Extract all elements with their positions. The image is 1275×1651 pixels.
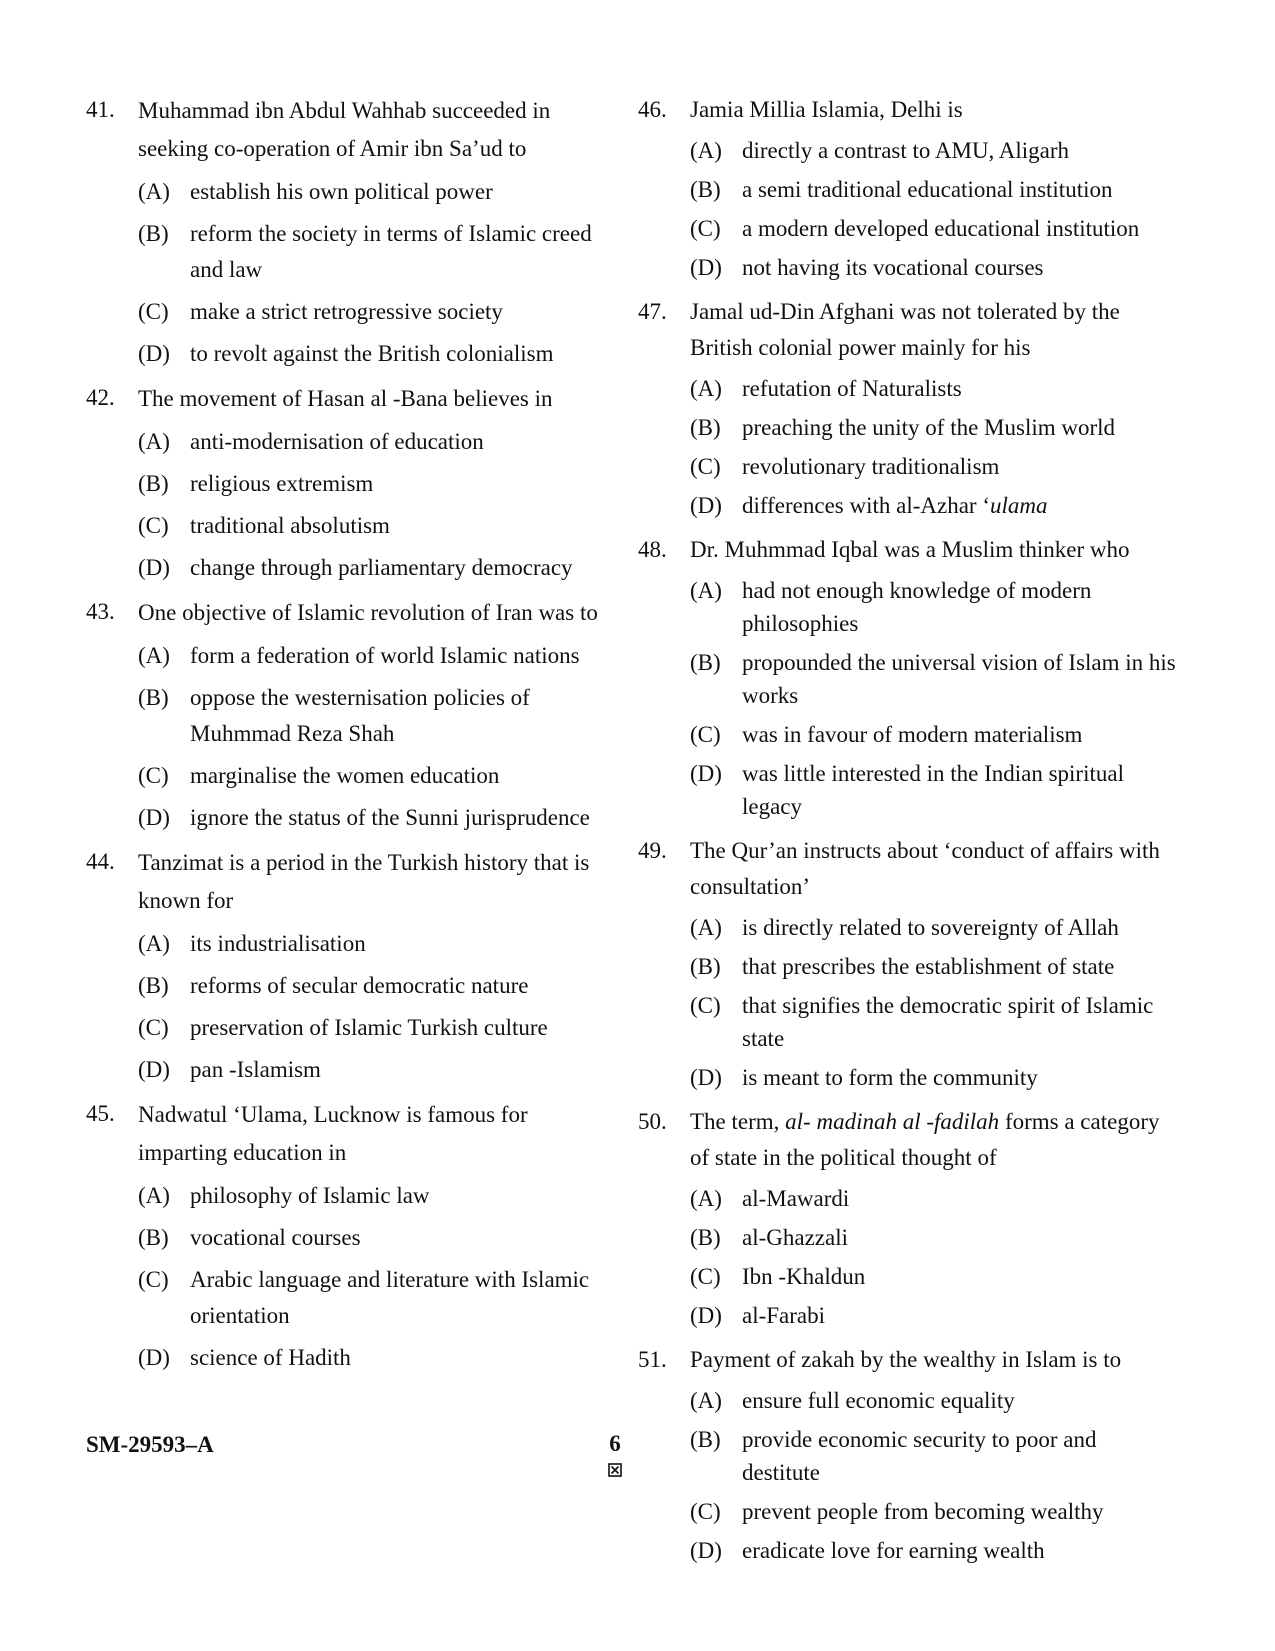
option-label: (C) <box>690 722 721 747</box>
answer-option <box>690 489 1178 522</box>
answer-option <box>138 1010 606 1046</box>
answer-option <box>138 174 606 210</box>
question-stem: Jamal ud-Din Afghani was not tolerated by the British colonial power mainly for his <box>690 299 1120 360</box>
option-label: (B) <box>690 650 721 675</box>
question-stem: Tanzimat is a period in the Turkish history that is known for <box>138 850 590 913</box>
option-label: (D) <box>690 1303 722 1328</box>
option-label: (C) <box>138 1267 169 1292</box>
option-label: (A) <box>690 578 722 603</box>
answer-option <box>138 294 606 330</box>
option-label: (B) <box>690 1225 721 1250</box>
option-label: (A) <box>690 138 722 163</box>
answer-option <box>690 911 1178 944</box>
answer-option <box>690 646 1178 712</box>
answer-option <box>138 1340 606 1376</box>
question-number: 46. <box>638 97 667 122</box>
answer-option <box>138 1178 606 1214</box>
question-stem <box>690 1100 1178 1176</box>
option-label: (C) <box>690 1499 721 1524</box>
option-text: marginalise the women education <box>190 763 500 788</box>
option-label: (D) <box>690 1065 722 1090</box>
option-text: is meant to form the community <box>742 1065 1038 1090</box>
option-text: propounded the universal vision of Islam in his works <box>742 650 1176 708</box>
question-stem: The Qur’an instructs about ‘conduct of affairs with consultation’ <box>690 838 1160 899</box>
option-text: is directly related to sovereignty of Allah <box>742 915 1119 940</box>
answer-option <box>138 758 606 794</box>
answer-option <box>138 680 606 752</box>
option-label: (B) <box>690 1427 721 1452</box>
answer-option <box>138 1220 606 1256</box>
answer-option <box>690 1384 1178 1417</box>
answer-option <box>690 989 1178 1055</box>
question <box>86 88 606 372</box>
option-text: was in favour of modern materialism <box>742 722 1083 747</box>
question-number: 50. <box>638 1109 667 1134</box>
option-text: preaching the unity of the Muslim world <box>742 415 1116 440</box>
option-label: (C) <box>138 763 169 788</box>
answer-option <box>690 1534 1178 1567</box>
question-stem: One objective of Islamic revolution of Iran was to <box>138 600 598 625</box>
answer-option <box>690 718 1178 751</box>
option-label: (A) <box>690 915 722 940</box>
answer-option <box>690 1495 1178 1528</box>
answer-option <box>690 251 1178 284</box>
answer-option <box>138 968 606 1004</box>
option-text: that signifies the democratic spirit of Islamic state <box>742 993 1154 1051</box>
option-text: a semi traditional educational institution <box>742 177 1113 202</box>
boxed-x-icon <box>608 1463 622 1477</box>
option-label: (C) <box>138 1015 169 1040</box>
question-number: 43. <box>86 599 115 624</box>
option-text: make a strict retrogressive society <box>190 299 503 324</box>
booklet-code: SM-29593–A <box>86 1432 214 1457</box>
option-text: al-Farabi <box>742 1303 826 1328</box>
question <box>86 840 606 1088</box>
option-text: had not enough knowledge of modern philosophies <box>742 578 1092 636</box>
option-label: (D) <box>138 1057 170 1082</box>
question <box>86 590 606 836</box>
answer-option <box>690 757 1178 823</box>
stem-italic-term: al- madinah al -fadilah <box>785 1109 1000 1134</box>
option-label: (A) <box>138 179 170 204</box>
question-stem: Dr. Muhmmad Iqbal was a Muslim thinker who <box>690 537 1130 562</box>
question-number: 45. <box>86 1101 115 1126</box>
option-text: oppose the westernisation policies of Muhmmad Reza Shah <box>190 685 530 746</box>
option-text: establish his own political power <box>190 179 493 204</box>
option-label: (B) <box>138 471 169 496</box>
option-label: (D) <box>138 1345 170 1370</box>
answer-option <box>690 1221 1178 1254</box>
answer-option <box>690 1260 1178 1293</box>
question <box>638 829 1178 1094</box>
option-label: (A) <box>138 643 170 668</box>
question <box>638 290 1178 522</box>
option-label: (D) <box>138 341 170 366</box>
answer-option <box>138 336 606 372</box>
option-text: science of Hadith <box>190 1345 351 1370</box>
option-text: not having its vocational courses <box>742 255 1044 280</box>
answer-option <box>690 1423 1178 1489</box>
option-text: ensure full economic equality <box>742 1388 1015 1413</box>
answer-option <box>690 212 1178 245</box>
answer-option <box>138 550 606 586</box>
option-text: pan -Islamism <box>190 1057 321 1082</box>
option-label: (C) <box>690 216 721 241</box>
answer-option <box>138 424 606 460</box>
stem-text: The term, <box>690 1109 786 1134</box>
answer-option <box>138 638 606 674</box>
option-italic-term: ulama <box>989 493 1048 518</box>
question-stem: The movement of Hasan al -Bana believes in <box>138 386 553 411</box>
option-text: preservation of Islamic Turkish culture <box>190 1015 548 1040</box>
question-stem: Jamia Millia Islamia, Delhi is <box>690 97 963 122</box>
option-label: (B) <box>138 973 169 998</box>
option-label: (A) <box>138 1183 170 1208</box>
option-label: (C) <box>138 513 169 538</box>
option-label: (B) <box>138 685 169 710</box>
option-text-part: differences with al-Azhar ‘ <box>742 493 990 518</box>
question <box>638 528 1178 823</box>
option-text: religious extremism <box>190 471 374 496</box>
answer-option <box>690 1061 1178 1094</box>
question <box>638 88 1178 284</box>
option-text: vocational courses <box>190 1225 361 1250</box>
option-label: (A) <box>690 1388 722 1413</box>
left-column <box>86 88 606 1380</box>
question-number: 41. <box>86 97 115 122</box>
option-text: Ibn -Khaldun <box>742 1264 866 1289</box>
question <box>86 1092 606 1376</box>
question <box>86 376 606 586</box>
question-number: 51. <box>638 1347 667 1372</box>
option-text: change through parliamentary democracy <box>190 555 573 580</box>
option-text: reforms of secular democratic nature <box>190 973 529 998</box>
option-text: was little interested in the Indian spiritual legacy <box>742 761 1124 819</box>
option-label: (D) <box>138 555 170 580</box>
question-number: 49. <box>638 838 667 863</box>
option-label: (C) <box>690 454 721 479</box>
option-label: (D) <box>690 493 722 518</box>
option-text: philosophy of Islamic law <box>190 1183 430 1208</box>
option-label: (D) <box>690 255 722 280</box>
answer-option <box>138 508 606 544</box>
answer-option <box>138 1052 606 1088</box>
question-stem: Nadwatul ‘Ulama, Lucknow is famous for imparting education in <box>138 1102 528 1165</box>
answer-option <box>690 372 1178 405</box>
option-label: (D) <box>690 761 722 786</box>
option-label: (C) <box>138 299 169 324</box>
question-stem: Muhammad ibn Abdul Wahhab succeeded in seeking co-operation of Amir ibn Sa’ud to <box>138 98 551 161</box>
option-label: (A) <box>138 429 170 454</box>
question-number: 47. <box>638 299 667 324</box>
option-text: ignore the status of the Sunni jurisprudence <box>190 805 590 830</box>
question <box>638 1100 1178 1332</box>
option-text: anti-modernisation of education <box>190 429 484 454</box>
answer-option <box>690 173 1178 206</box>
option-text: prevent people from becoming wealthy <box>742 1499 1104 1524</box>
stem-text: forms a category of state in the political thought of <box>690 1109 1160 1170</box>
option-text: provide economic security to poor and destitute <box>742 1427 1097 1485</box>
option-text: form a federation of world Islamic nations <box>190 643 580 668</box>
answer-option <box>138 800 606 836</box>
answer-option <box>138 466 606 502</box>
option-text: revolutionary traditionalism <box>742 454 1000 479</box>
answer-option <box>138 926 606 962</box>
option-text: al-Mawardi <box>742 1186 850 1211</box>
option-label: (A) <box>138 931 170 956</box>
option-text <box>742 493 1047 518</box>
option-text: reform the society in terms of Islamic creed and law <box>190 221 592 282</box>
option-text: al-Ghazzali <box>742 1225 848 1250</box>
option-text: traditional absolutism <box>190 513 390 538</box>
answer-option <box>690 950 1178 983</box>
answer-option <box>138 216 606 288</box>
option-label: (B) <box>138 1225 169 1250</box>
option-text: directly a contrast to AMU, Aligarh <box>742 138 1070 163</box>
answer-option <box>690 574 1178 640</box>
option-label: (C) <box>690 993 721 1018</box>
option-text: its industrialisation <box>190 931 366 956</box>
answer-option <box>138 1262 606 1334</box>
option-label: (A) <box>690 376 722 401</box>
option-label: (A) <box>690 1186 722 1211</box>
question-number: 48. <box>638 537 667 562</box>
answer-option <box>690 1182 1178 1215</box>
option-label: (D) <box>690 1538 722 1563</box>
option-label: (B) <box>690 177 721 202</box>
option-text: Arabic language and literature with Islamic orientation <box>190 1267 590 1328</box>
option-label: (C) <box>690 1264 721 1289</box>
question <box>638 1338 1178 1567</box>
answer-option <box>690 411 1178 444</box>
option-text: to revolt against the British colonialism <box>190 341 554 366</box>
answer-option <box>690 1299 1178 1332</box>
question-number: 44. <box>86 849 115 874</box>
option-label: (D) <box>138 805 170 830</box>
answer-option <box>690 134 1178 167</box>
question-number: 42. <box>86 385 115 410</box>
option-label: (B) <box>690 954 721 979</box>
option-label: (B) <box>138 221 169 246</box>
right-column <box>638 88 1178 1573</box>
option-text: that prescribes the establishment of state <box>742 954 1115 979</box>
question-stem: Payment of zakah by the wealthy in Islam is to <box>690 1347 1122 1372</box>
option-text: eradicate love for earning wealth <box>742 1538 1045 1563</box>
option-label: (B) <box>690 415 721 440</box>
option-text: refutation of Naturalists <box>742 376 962 401</box>
answer-option <box>690 450 1178 483</box>
page-number: 6 <box>609 1431 621 1456</box>
option-text: a modern developed educational institution <box>742 216 1140 241</box>
